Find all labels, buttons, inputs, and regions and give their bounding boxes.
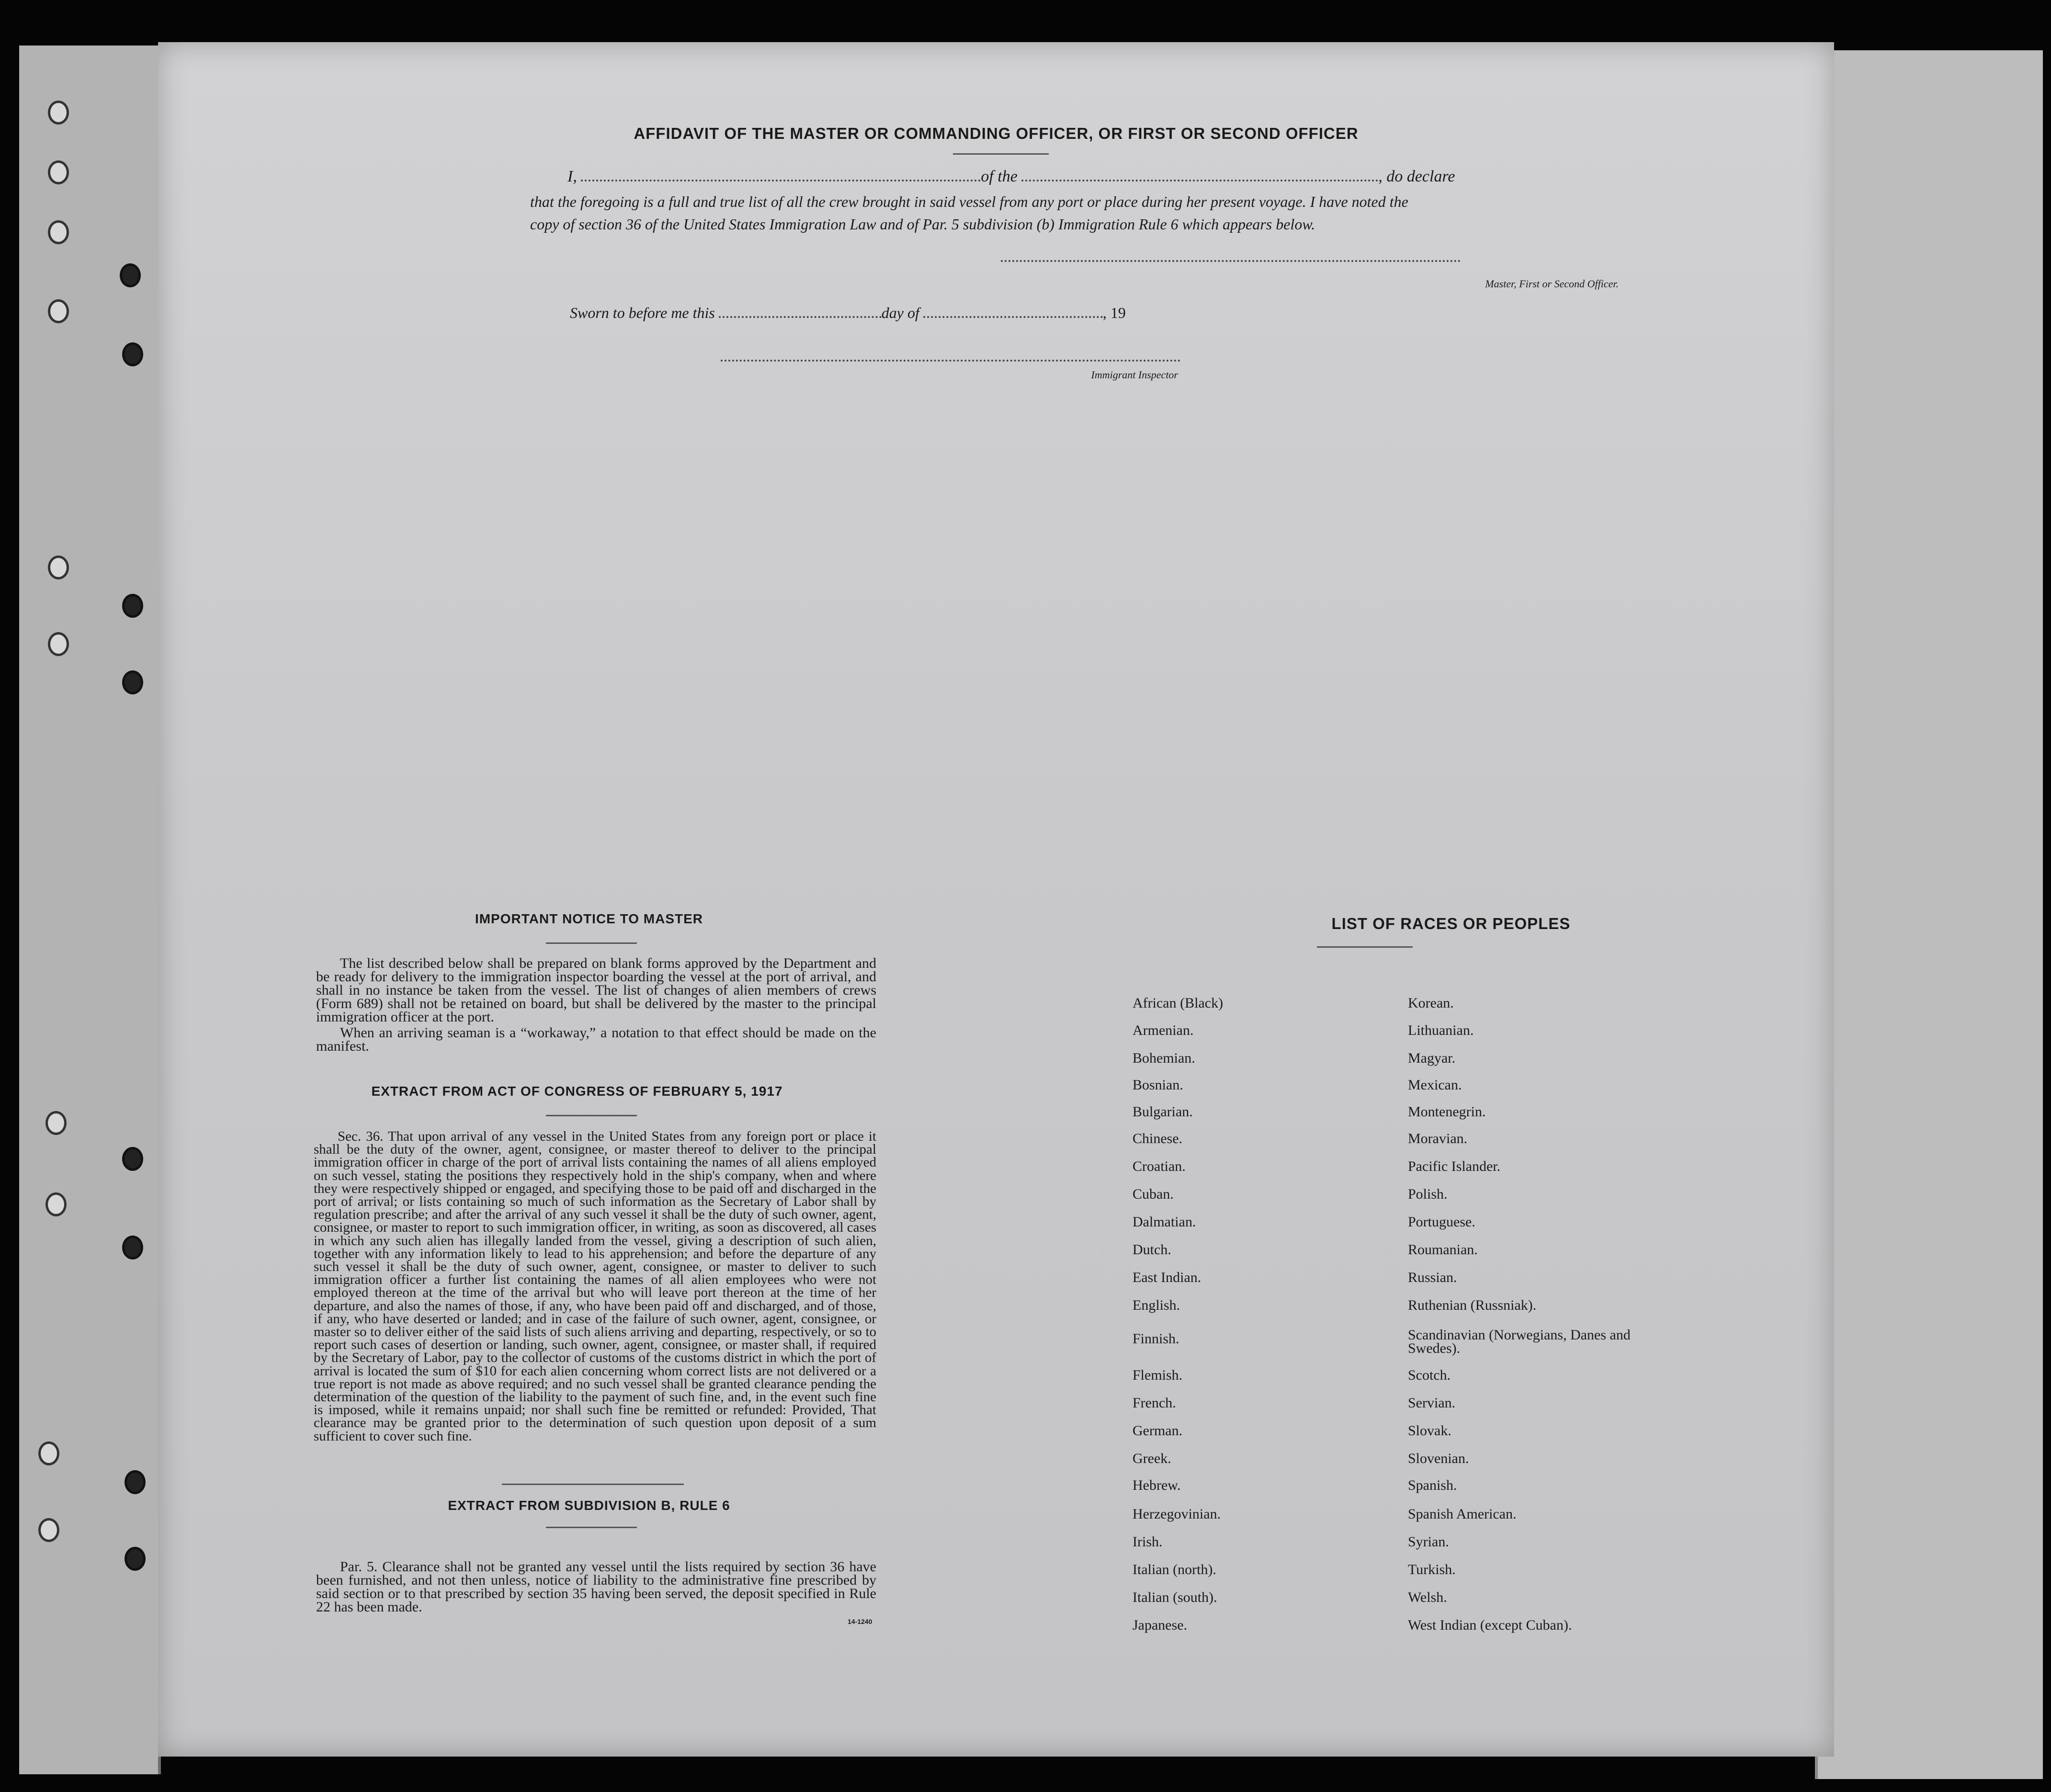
race-item: Spanish.: [1408, 1477, 1457, 1493]
punch-hole: [45, 1192, 67, 1216]
race-item: Pacific Islander.: [1408, 1158, 1501, 1174]
race-item: Magyar.: [1408, 1050, 1456, 1066]
divider: [546, 1115, 637, 1116]
inspector-signature-line[interactable]: [721, 360, 1180, 362]
affidavit-line-3: copy of section 36 of the United States Immigration Law and of Par. 5 subdivision (b) Immigration Rule 6 which appears below.: [530, 215, 1315, 233]
extract-rule-body: Par. 5. Clearance shall not be granted any vessel until the lists required by section 36 have been furnished, and not then unless, notice of liability to the administrative fine prescribed by said section or to that prescribed by section 35 having been served, the deposit specified in Rule 22 has been made.: [316, 1559, 876, 1615]
race-item: Armenian.: [1133, 1022, 1194, 1038]
do-declare-label: , do declare: [1378, 168, 1455, 185]
race-item: Mexican.: [1408, 1077, 1462, 1093]
year-prefix: , 19: [1102, 304, 1126, 321]
extract-rule-title: EXTRACT FROM SUBDIVISION B, RULE 6: [448, 1498, 730, 1513]
divider: [546, 1527, 637, 1528]
signature-line[interactable]: [1001, 260, 1461, 262]
race-item: Bohemian.: [1133, 1050, 1195, 1066]
race-item: Turkish.: [1408, 1562, 1456, 1577]
notice-title: IMPORTANT NOTICE TO MASTER: [475, 911, 703, 926]
of-the-label: of the: [981, 168, 1018, 185]
punch-hole: [125, 1470, 146, 1494]
punch-hole: [122, 1236, 143, 1259]
punch-hole: [48, 556, 69, 579]
race-item: Italian (south).: [1133, 1589, 1217, 1605]
signature-caption: Master, First or Second Officer.: [1485, 278, 1619, 290]
punch-hole: [45, 1111, 67, 1135]
race-item: Dutch.: [1133, 1242, 1171, 1258]
punch-hole: [48, 220, 69, 244]
affidavit-title: AFFIDAVIT OF THE MASTER OR COMMANDING OFFICER, OR FIRST OR SECOND OFFICER: [634, 125, 1359, 142]
divider: [953, 153, 1049, 155]
i-label: I,: [567, 168, 577, 185]
notice-paragraph-1: The list described below shall be prepared on blank forms approved by the Department and be ready for delivery to the immigration inspector boarding the vessel at the port of arrival, and shall in no instance be taken from the vessel. The list of changes of alien members of crews (Form 689) shall not be retained on board, but shall be delivered by the master to the principal immigration officer at the port.: [316, 955, 876, 1025]
race-item: English.: [1133, 1297, 1180, 1313]
race-item: Dalmatian.: [1133, 1214, 1196, 1230]
race-item: Hebrew.: [1133, 1477, 1181, 1493]
race-item: East Indian.: [1133, 1270, 1201, 1285]
race-item: Italian (north).: [1133, 1562, 1216, 1577]
race-item: Welsh.: [1408, 1589, 1447, 1605]
race-item: Cuban.: [1133, 1186, 1174, 1202]
extract-act-title: EXTRACT FROM ACT OF CONGRESS OF FEBRUARY 5, 1917: [371, 1084, 783, 1099]
race-item: Scandinavian (Norwegians, Danes and Swedes).: [1408, 1327, 1631, 1356]
race-item: Montenegrin.: [1408, 1104, 1486, 1120]
day-of-label: day of: [881, 304, 919, 321]
sworn-label: Sworn to before me this: [570, 304, 715, 321]
race-item: Ruthenian (Russniak).: [1408, 1297, 1537, 1313]
race-item: Lithuanian.: [1408, 1022, 1474, 1038]
punch-hole: [38, 1518, 59, 1542]
punch-hole: [48, 101, 69, 125]
affidavit-line-2: that the foregoing is a full and true list of all the crew brought in said vessel from any port or place during her present voyage. I have noted the: [530, 193, 1408, 210]
name-blank[interactable]: [581, 180, 981, 181]
race-item: African (Black): [1133, 995, 1224, 1011]
race-item: Bosnian.: [1133, 1077, 1183, 1093]
race-item: Roumanian.: [1408, 1242, 1478, 1258]
race-item: Chinese.: [1133, 1131, 1183, 1146]
sworn-month-blank[interactable]: [923, 316, 1103, 318]
punch-hole: [122, 342, 143, 366]
race-item: Herzegovinian.: [1133, 1506, 1221, 1522]
race-item: Japanese.: [1133, 1617, 1188, 1633]
punch-hole: [48, 160, 69, 184]
race-item: Slovenian.: [1408, 1451, 1469, 1466]
punch-hole: [125, 1547, 146, 1571]
inspector-caption: Immigrant Inspector: [1091, 369, 1178, 381]
race-item: Irish.: [1133, 1534, 1163, 1550]
affidavit-line-1: [567, 168, 1640, 186]
punch-hole: [120, 263, 141, 287]
punch-hole: [122, 1147, 143, 1171]
races-title: LIST OF RACES OR PEOPLES: [1331, 915, 1571, 932]
race-item: Finnish.: [1133, 1331, 1179, 1347]
race-item: Flemish.: [1133, 1367, 1183, 1383]
race-item: Korean.: [1408, 995, 1454, 1011]
race-item: French.: [1133, 1395, 1176, 1411]
punch-hole: [48, 299, 69, 323]
punch-hole: [122, 670, 143, 694]
divider: [1317, 946, 1413, 948]
race-item: German.: [1133, 1423, 1183, 1439]
race-item: Russian.: [1408, 1270, 1457, 1285]
binding-strip: [19, 45, 161, 1774]
punch-hole: [48, 632, 69, 656]
race-item: Spanish American.: [1408, 1506, 1517, 1522]
race-item: Portuguese.: [1408, 1214, 1475, 1230]
race-item: Syrian.: [1408, 1534, 1449, 1550]
race-item: Moravian.: [1408, 1131, 1468, 1146]
divider: [546, 942, 637, 944]
notice-paragraph-2: When an arriving seaman is a “workaway,” a notation to that effect should be made on the manifest.: [316, 1025, 876, 1054]
document-page: [158, 42, 1834, 1757]
race-item: Greek.: [1133, 1451, 1171, 1466]
vessel-blank[interactable]: [1021, 180, 1378, 181]
sworn-day-blank[interactable]: [719, 316, 882, 318]
race-item: West Indian (except Cuban).: [1408, 1617, 1572, 1633]
extract-act-body: Sec. 36. That upon arrival of any vessel in the United States from any foreign port or place it shall be the duty of the owner, agent, consignee, or master thereof to deliver to the principal immigration officer in charge of the port of arrival lists containing the names of all aliens employed on such vessel, stating the positions they respectively hold in the ship's company, when and where they were respectively shipped or engaged, and specifying those to be paid off and discharged in the port of arrival; or lists containing so much of such information as the Secretary of Labor shall by regulation prescribe; and after the arrival of any such vessel it shall be the duty of such owner, agent, consignee, or master to report to such immigration officer, in writing, as soon as discovered, all cases in which any such alien has illegally landed from the vessel, giving a description of such alien, together with any information likely to lead to his apprehension; and before the departure of any such vessel it shall be the duty of such owner, agent, consignee, or master to deliver to such immigration officer a further list containing the names of all alien employees who were not employed thereon at the time of the arrival but who will leave port thereon at the time of her departure, and also the names of those, if any, who have been paid off and discharged, and of those, if any, who have deserted or landed; and in case of the failure of such owner, agent, consignee, or master so to deliver either of the said lists of such aliens arriving and departing, respectively, or so to report such cases of desertion or landing, such owner, agent, consignee, or master shall, if required by the Secretary of Labor, pay to the collector of customs of the customs district in which the port of arrival is located the sum of $10 for each alien concerning whom correct lists are not delivered or a true report is not made as above required; and no such vessel shall be granted clearance pending the determination of the question of the liability to the payment of such fine, and, in the event such fine is imposed, while it remains unpaid; nor shall such fine be remitted or refunded: Provided, That clearance may be granted prior to the determination of such question upon deposit of a sum sufficient to cover such fine.: [314, 1129, 876, 1444]
sworn-line: [570, 304, 1240, 322]
form-number: 14-1240: [848, 1618, 873, 1625]
race-item: Bulgarian.: [1133, 1104, 1193, 1120]
underlying-manifest-sheet: [1815, 50, 2043, 1779]
race-item: Polish.: [1408, 1186, 1448, 1202]
race-item: Servian.: [1408, 1395, 1456, 1411]
race-item: Slovak.: [1408, 1423, 1451, 1439]
punch-hole: [38, 1441, 59, 1465]
race-item: Scotch.: [1408, 1367, 1451, 1383]
punch-hole: [122, 594, 143, 618]
divider: [502, 1484, 684, 1485]
race-item: Croatian.: [1133, 1158, 1186, 1174]
